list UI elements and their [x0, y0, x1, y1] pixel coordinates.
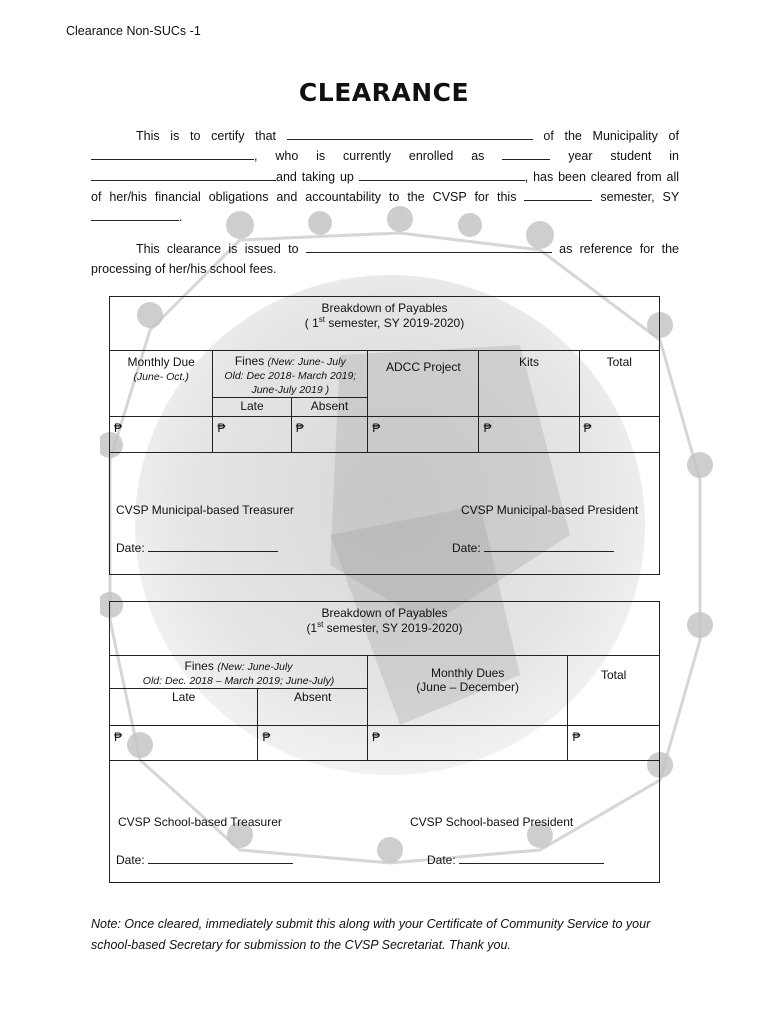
table-heading: Breakdown of Payables (1st semester, SY 2019-2020) — [110, 602, 660, 656]
submission-note: Note: Once cleared, immediately submit this along with your Certificate of Community Service to your school-based Secretary for submission to the CVSP Secretariat. Thank you. — [91, 917, 651, 952]
monthly-dues-amount-cell[interactable]: ₱ — [368, 726, 568, 761]
table-heading: Breakdown of Payables ( 1st semester, SY 2019-2020) — [110, 297, 660, 351]
late-amount-cell[interactable]: ₱ — [110, 726, 258, 761]
payables-table-school — [109, 601, 660, 883]
late-header: Late — [213, 398, 291, 417]
document-title: CLEARANCE — [298, 78, 470, 107]
municipal-treasurer-date: Date: — [116, 538, 278, 555]
absent-header: Absent — [258, 689, 368, 726]
school-year-blank[interactable] — [91, 207, 179, 221]
monthly-dues-header: Monthly Dues (June – December) — [368, 656, 568, 726]
monthly-due-amount-cell[interactable]: ₱ — [110, 417, 213, 453]
document-code-label: Clearance Non-SUCs -1 — [66, 24, 201, 38]
fines-header: Fines (New: June-July Old: Dec. 2018 – March 2019; June-July) — [110, 656, 368, 689]
semester-blank[interactable] — [524, 187, 592, 201]
total-header: Total — [568, 656, 660, 726]
kits-amount-cell[interactable]: ₱ — [479, 417, 579, 453]
school-treasurer-label: CVSP School-based Treasurer — [118, 815, 282, 829]
course-blank[interactable] — [359, 167, 525, 181]
year-level-blank[interactable] — [502, 146, 550, 160]
fines-header: Fines (New: June- July Old: Dec 2018- March 2019; June-July 2019 ) — [213, 351, 368, 398]
total-amount-cell[interactable]: ₱ — [579, 417, 659, 453]
payables-table-municipal — [109, 296, 660, 575]
president-date-blank[interactable] — [484, 538, 614, 552]
total-amount-cell[interactable]: ₱ — [568, 726, 660, 761]
school-treasurer-date-blank[interactable] — [148, 850, 293, 864]
municipality-blank[interactable] — [91, 146, 254, 160]
adcc-amount-cell[interactable]: ₱ — [368, 417, 479, 453]
issued-to-blank[interactable] — [306, 239, 552, 253]
adcc-project-header: ADCC Project — [368, 351, 479, 417]
municipal-president-date: Date: — [452, 538, 614, 555]
late-header: Late — [110, 689, 258, 726]
school-blank[interactable] — [91, 167, 276, 181]
school-treasurer-date: Date: — [116, 850, 293, 867]
monthly-due-header: Monthly Due (June- Oct.) — [110, 351, 213, 417]
student-name-blank[interactable] — [287, 126, 533, 140]
absent-amount-cell[interactable]: ₱ — [258, 726, 368, 761]
treasurer-date-blank[interactable] — [148, 538, 278, 552]
municipal-president-label: CVSP Municipal-based President — [461, 503, 639, 517]
late-amount-cell[interactable]: ₱ — [213, 417, 291, 453]
absent-amount-cell[interactable]: ₱ — [291, 417, 368, 453]
kits-header: Kits — [479, 351, 579, 417]
issuance-paragraph: This clearance is issued to as reference for the processing of her/his school fees. — [91, 239, 679, 280]
school-president-date-blank[interactable] — [459, 850, 604, 864]
certification-paragraph: This is to certify that of the Municipality of , who is currently enrolled as year student in and taking up , has been cleared from all of her/his financial obligations and accountability to the CVSP for this semester, SY . — [91, 126, 679, 227]
total-header: Total — [579, 351, 659, 417]
municipal-treasurer-label: CVSP Municipal-based Treasurer — [116, 503, 294, 517]
absent-header: Absent — [291, 398, 368, 417]
school-president-label: CVSP School-based President — [410, 815, 574, 829]
school-president-date: Date: — [427, 850, 604, 867]
